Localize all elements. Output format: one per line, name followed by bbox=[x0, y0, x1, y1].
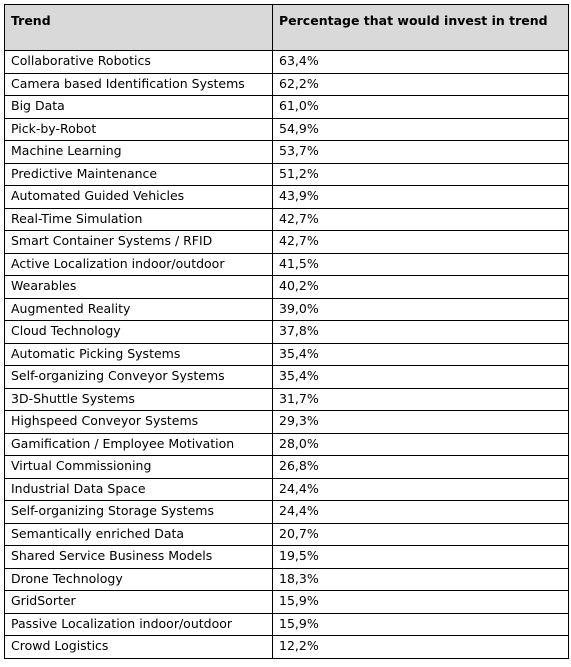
trend-cell: Passive Localization indoor/outdoor bbox=[5, 613, 273, 636]
percentage-cell: 51,2% bbox=[273, 163, 569, 186]
table-row bbox=[5, 253, 569, 276]
trend-cell: Collaborative Robotics bbox=[5, 51, 273, 74]
table-row bbox=[5, 163, 569, 186]
percentage-cell: 19,5% bbox=[273, 546, 569, 569]
trend-cell: Big Data bbox=[5, 96, 273, 119]
table-row bbox=[5, 186, 569, 209]
trend-cell: Crowd Logistics bbox=[5, 636, 273, 659]
trend-cell: Gamification / Employee Motivation bbox=[5, 433, 273, 456]
column-header-percentage: Percentage that would invest in trend bbox=[273, 5, 569, 51]
trend-cell: Predictive Maintenance bbox=[5, 163, 273, 186]
trend-cell: Camera based Identification Systems bbox=[5, 73, 273, 96]
trend-cell: Real-Time Simulation bbox=[5, 208, 273, 231]
trend-cell: Virtual Commissioning bbox=[5, 456, 273, 479]
percentage-cell: 18,3% bbox=[273, 568, 569, 591]
percentage-cell: 41,5% bbox=[273, 253, 569, 276]
table-container bbox=[4, 4, 569, 659]
percentage-cell: 37,8% bbox=[273, 321, 569, 344]
percentage-cell: 20,7% bbox=[273, 523, 569, 546]
trend-investment-table bbox=[4, 4, 569, 659]
table-row bbox=[5, 613, 569, 636]
percentage-cell: 53,7% bbox=[273, 141, 569, 164]
percentage-cell: 40,2% bbox=[273, 276, 569, 299]
trend-cell: Semantically enriched Data bbox=[5, 523, 273, 546]
table-row bbox=[5, 433, 569, 456]
percentage-cell: 15,9% bbox=[273, 591, 569, 614]
percentage-cell: 24,4% bbox=[273, 501, 569, 524]
trend-cell: Shared Service Business Models bbox=[5, 546, 273, 569]
table-row bbox=[5, 343, 569, 366]
trend-cell: Self-organizing Storage Systems bbox=[5, 501, 273, 524]
table-row bbox=[5, 456, 569, 479]
table-row bbox=[5, 388, 569, 411]
trend-cell: Smart Container Systems / RFID bbox=[5, 231, 273, 254]
table-row bbox=[5, 501, 569, 524]
percentage-cell: 15,9% bbox=[273, 613, 569, 636]
percentage-cell: 39,0% bbox=[273, 298, 569, 321]
header-row bbox=[5, 5, 569, 51]
percentage-cell: 63,4% bbox=[273, 51, 569, 74]
table-row bbox=[5, 478, 569, 501]
trend-cell: Automatic Picking Systems bbox=[5, 343, 273, 366]
percentage-cell: 26,8% bbox=[273, 456, 569, 479]
percentage-cell: 24,4% bbox=[273, 478, 569, 501]
table-row bbox=[5, 276, 569, 299]
table-row bbox=[5, 208, 569, 231]
column-header-trend: Trend bbox=[5, 5, 273, 51]
table-header bbox=[5, 5, 569, 51]
percentage-cell: 35,4% bbox=[273, 366, 569, 389]
table-row bbox=[5, 51, 569, 74]
percentage-cell: 28,0% bbox=[273, 433, 569, 456]
percentage-cell: 12,2% bbox=[273, 636, 569, 659]
percentage-cell: 54,9% bbox=[273, 118, 569, 141]
percentage-cell: 42,7% bbox=[273, 208, 569, 231]
percentage-cell: 62,2% bbox=[273, 73, 569, 96]
trend-cell: Active Localization indoor/outdoor bbox=[5, 253, 273, 276]
trend-cell: Industrial Data Space bbox=[5, 478, 273, 501]
trend-cell: 3D-Shuttle Systems bbox=[5, 388, 273, 411]
table-row bbox=[5, 73, 569, 96]
trend-cell: Automated Guided Vehicles bbox=[5, 186, 273, 209]
trend-cell: Pick-by-Robot bbox=[5, 118, 273, 141]
table-row bbox=[5, 141, 569, 164]
percentage-cell: 31,7% bbox=[273, 388, 569, 411]
table-row bbox=[5, 366, 569, 389]
trend-cell: Cloud Technology bbox=[5, 321, 273, 344]
percentage-cell: 35,4% bbox=[273, 343, 569, 366]
percentage-cell: 61,0% bbox=[273, 96, 569, 119]
percentage-cell: 42,7% bbox=[273, 231, 569, 254]
table-row bbox=[5, 523, 569, 546]
table-row bbox=[5, 321, 569, 344]
table-row bbox=[5, 118, 569, 141]
table-row bbox=[5, 546, 569, 569]
table-row bbox=[5, 568, 569, 591]
table-row bbox=[5, 96, 569, 119]
table-row bbox=[5, 411, 569, 434]
table-row bbox=[5, 591, 569, 614]
table-body bbox=[5, 51, 569, 659]
trend-cell: Wearables bbox=[5, 276, 273, 299]
trend-cell: Drone Technology bbox=[5, 568, 273, 591]
trend-cell: Machine Learning bbox=[5, 141, 273, 164]
table-row bbox=[5, 298, 569, 321]
trend-cell: Highspeed Conveyor Systems bbox=[5, 411, 273, 434]
trend-cell: GridSorter bbox=[5, 591, 273, 614]
trend-cell: Self-organizing Conveyor Systems bbox=[5, 366, 273, 389]
table-row bbox=[5, 231, 569, 254]
percentage-cell: 29,3% bbox=[273, 411, 569, 434]
table-row bbox=[5, 636, 569, 659]
trend-cell: Augmented Reality bbox=[5, 298, 273, 321]
percentage-cell: 43,9% bbox=[273, 186, 569, 209]
